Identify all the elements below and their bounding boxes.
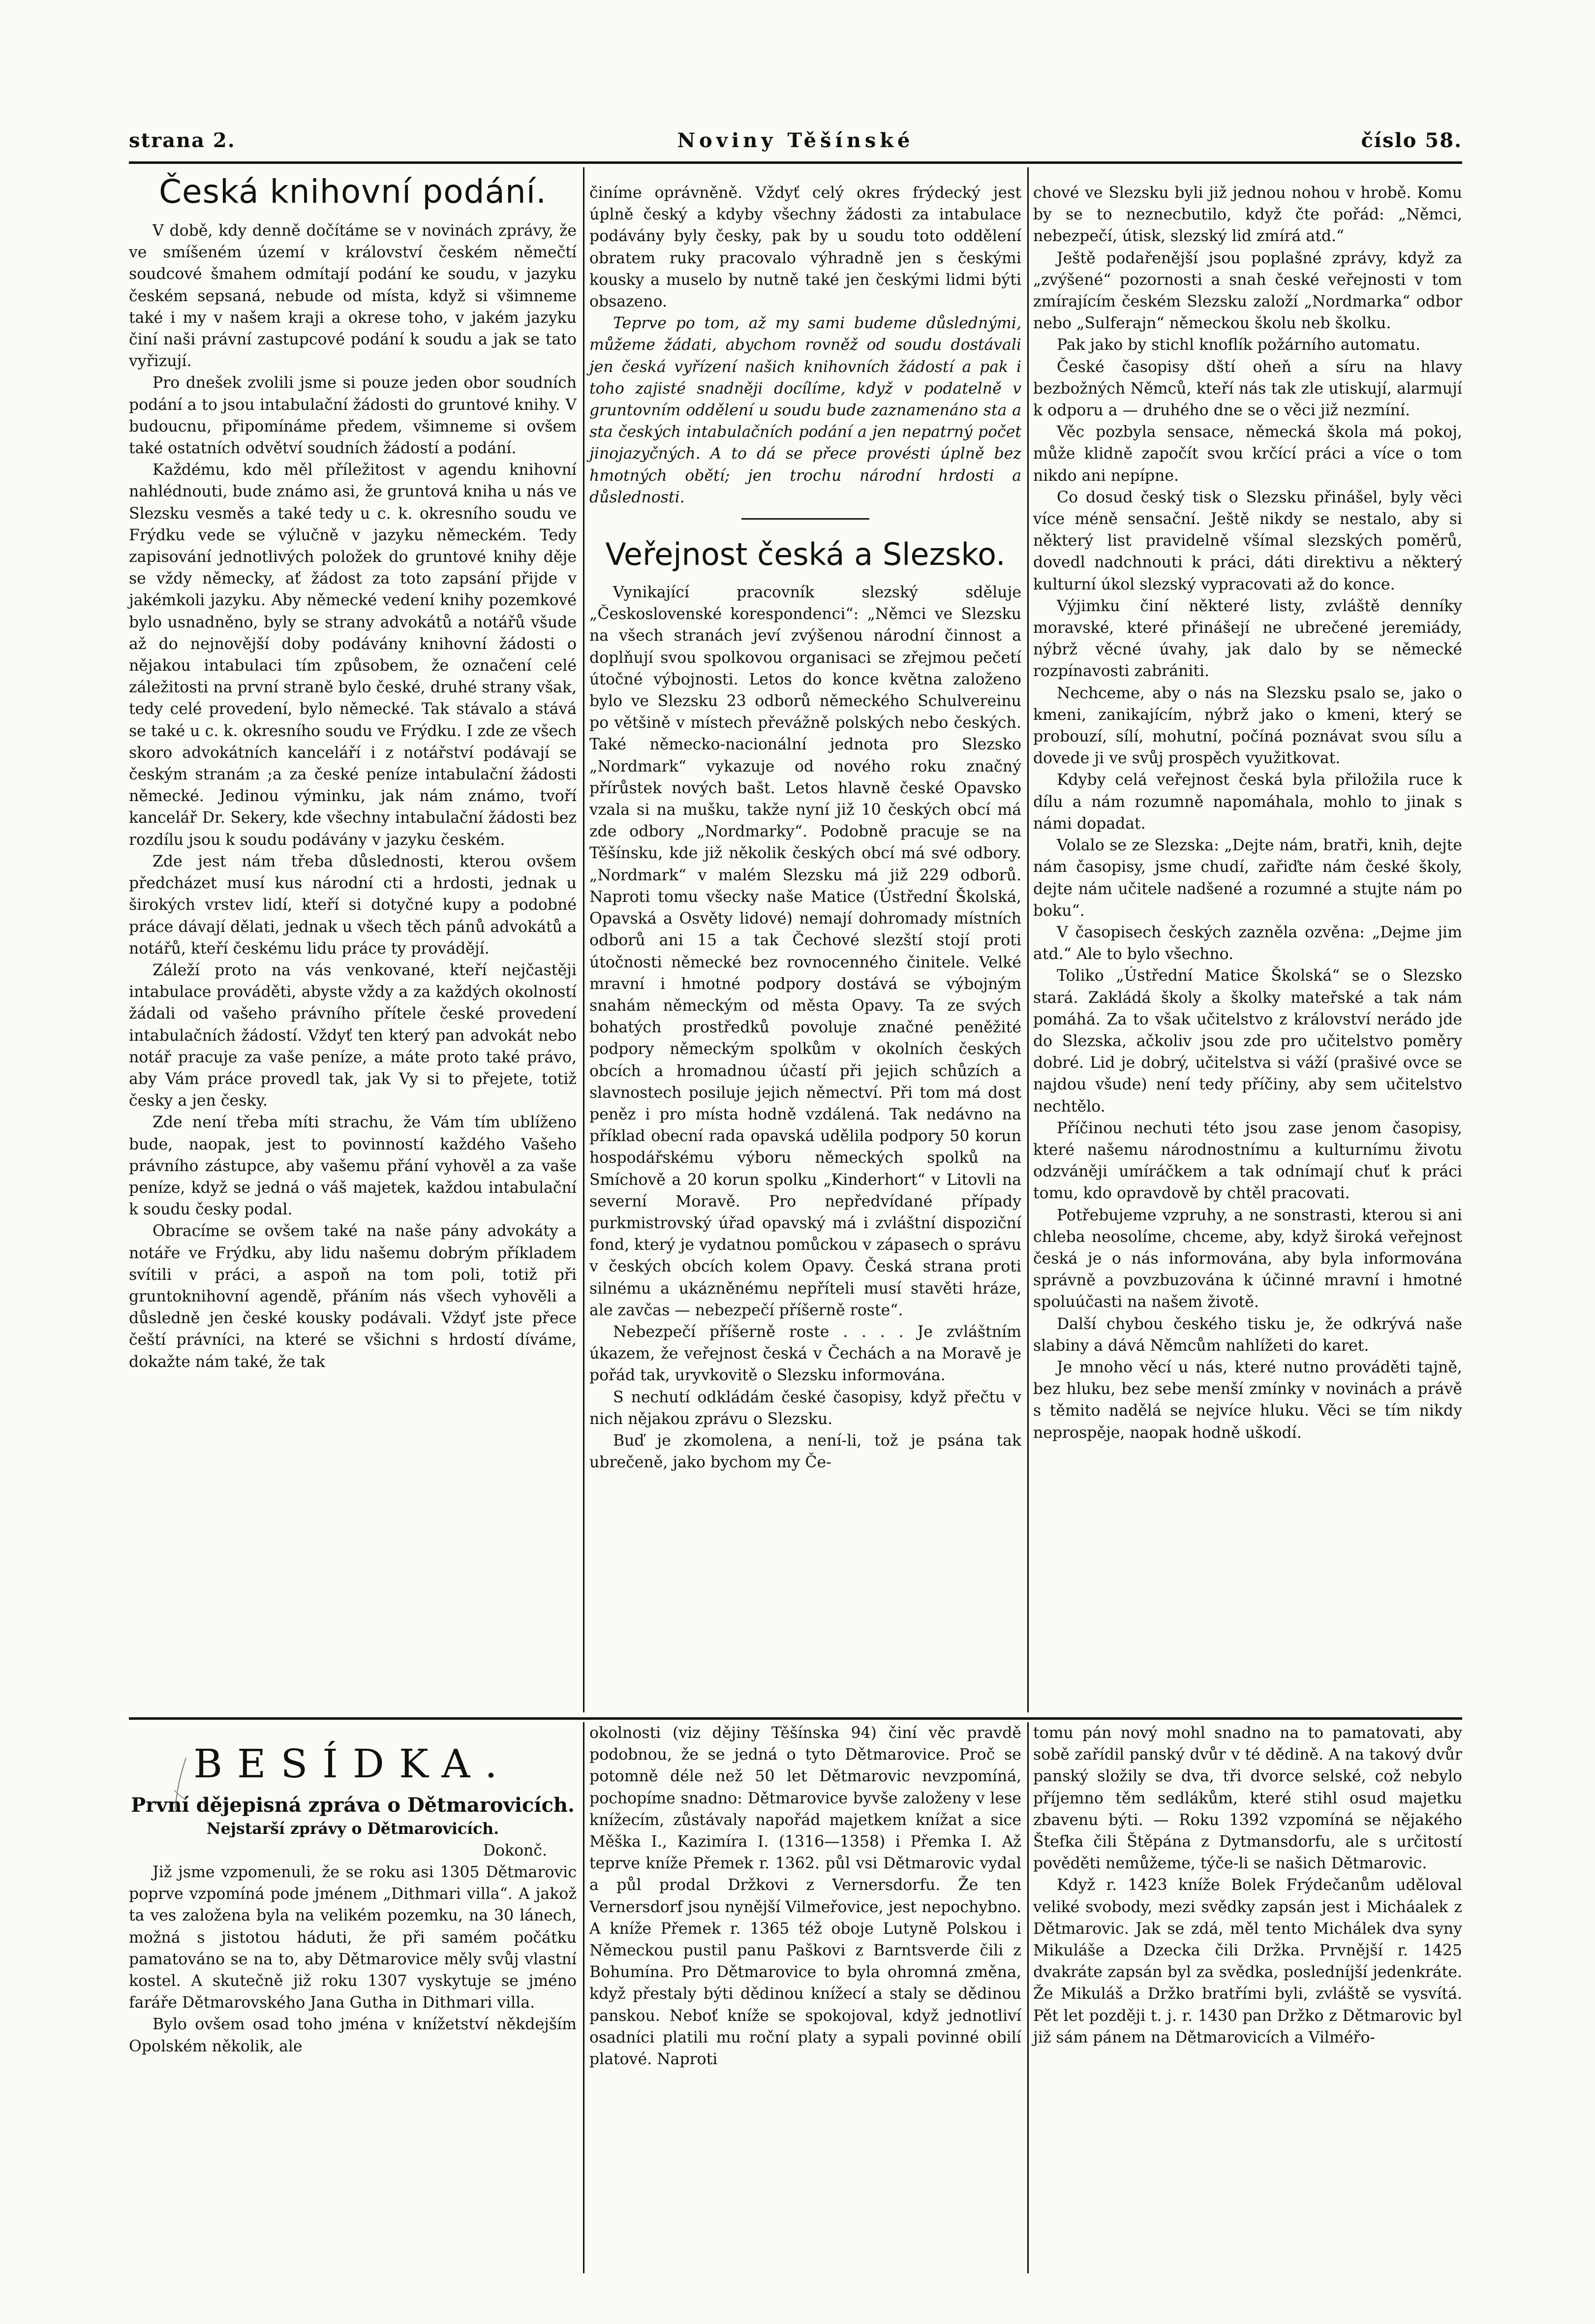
paragraph: V časopisech českých zazněla ozvěna: „Dejme jim atd.“ Ale to bylo všechno. — [1033, 923, 1462, 963]
paragraph: Bylo ovšem osad toho jména v knížetství někdejším Opolském několik, ale — [129, 2015, 577, 2055]
paragraph: Výjimku činí některé listy, zvláště denníky moravské, které přinášejí ne ubrečené jeremiády, nýbrž věcné úvahy, jak dalo by se německé rozpínavosti zabrániti. — [1033, 597, 1462, 681]
page-header — [129, 129, 1462, 158]
paragraph: Obracíme se ovšem také na naše pány advokáty a notáře ve Frýdku, aby lidu našemu dobrým příkladem svítili v práci, a aspoň na tom poli, totiž při gruntoknihovní agendě, přáním nás všech vyhověli a důsledně jen české kousky podávali. Vždyť jste přece čeští právníci, na které se všichni s hrdostí díváme, dokažte nám také, že tak — [129, 1222, 577, 1371]
paragraph: tomu pán nový mohl snadno na to pamatovati, aby sobě zařídil panský dvůr v té dědině. A na takový dvůr panský složily se dva, tři dvorce selské, což nebylo příjemno těm sedlákům, které stihl osud majetku zbavenu býti. — Roku 1392 vzpomíná se nějakého Štefka čili Štěpána z Dytmansdorfu, ale s určitostí pověděti nemůžeme, týče-li se našich Dětmarovic. — [1033, 1724, 1462, 1873]
paragraph: Je mnoho věcí u nás, které nutno prováděti tajně, bez hluku, bez sebe menší zmínky v novinách a právě s těmito nadělá se nejvíce hluku. Věci se tím nikdy neprospěje, naopak hodně uškodí. — [1033, 1358, 1462, 1442]
paragraph: Buď je zkomolena, a není-li, tož je psána tak ubrečeně, jako bychom my Če- — [589, 1431, 1021, 1472]
paragraph: Další chybou českého tisku je, že odkrývá naše slabiny a dává Němcům nahlížeti do karet. — [1033, 1315, 1462, 1355]
paragraph: Zde jest nám třeba důslednosti, kterou ovšem předcházet musí kus národní cti a hrdosti, jednak u širokých vrstev lidí, kteří si dotyčné kupy a podobné práce dávají dělati, jednak u všech těch pánů advokátů a notářů, kteří českému lidu práce ty provádějí. — [129, 852, 577, 958]
column-1-upper — [129, 170, 577, 1373]
paragraph: České časopisy dští oheň a síru na hlavy bezbožných Němců, kteří nás tak zle utiskují, alarmují k odporu a — druhého dne se o věci již nezmíní. — [1033, 358, 1462, 420]
newspaper-name: Noviny Těšínské — [677, 129, 914, 152]
page-number: strana 2. — [129, 129, 236, 152]
paragraph: Záleží proto na vás venkované, kteří nejčastěji intabulace prováděti, abyste vždy a za každých okolností žádali od vašeho právního přítele české provedení intabulačních žádostí. Vždyť ten který pan advokát nebo notář pracuje za vaše peníze, a máte proto také právo, aby Vám práce provedl tak, jak Vy si to přejete, totiž česky a jen česky. — [129, 961, 577, 1110]
besidka-subtitle: Nejstarší zprávy o Dětmarovicích. — [206, 1820, 499, 1838]
column-rule — [1027, 1722, 1029, 2273]
column-rule — [1027, 167, 1029, 1712]
paragraph: Ještě podařenější jsou poplašné zprávy, když za „zvýšené“ pozornosti a snah české veřejnosti v tom zmírajícím českém Slezsku založí „Nordmarka“ odbor nebo „Sulferajn“ německou školu neb školku. — [1033, 249, 1462, 333]
paragraph: Věc pozbyla sensace, německá škola má pokoj, může klidně započít svou krčící práci a více o tom nikdo ani nepípne. — [1033, 423, 1462, 485]
column-rule — [583, 1722, 584, 2273]
paragraph: Nechceme, aby o nás na Slezsku psalo se, jako o kmeni, zanikajícím, nýbrž jako o kmeni, který se probouzí, sílí, mohutní, počíná poznávat svou sílu a dovede ji ve svůj prospěch využitkovat. — [1033, 684, 1462, 768]
paragraph: Pro dnešek zvolili jsme si pouze jeden obor soudních podání a to jsou intabulační žádosti do gruntové knihy. V budoucnu, připomínáme předem, všimneme si ovšem také ostatních odvětví soudních žádostí a podání. — [129, 374, 577, 458]
paragraph: Vynikající pracovník slezský sděluje „Československé korespondenci“: „Němci ve Slezsku na všech stranách jeví zvýšenou národní činnost a doplňují svou spolkovou organisaci se zřejmou pečetí útočné výbojnosti. Letos do konce května založeno bylo ve Slezsku 23 odborů německého Schulvereinu po většině v místech převážně polských nebo českých. Také německo-nacionální jednota pro Slezsko „Nordmark“ vykazuje od nového roku značný přírůstek nových bašt. Letos hlavně české Opavsko vzala si na mušku, takže nyní již 10 českých obcí má zde odbory „Nordmarky“. Podobně pracuje se na Těšínsku, kde již několik českých obcí má své odbory. „Nordmark“ v malém Slezsku má již 229 odborů. Naproti tomu všecky naše Matice (Ústřední Školská, Opavská a Osvěty lidové) nemají dohromady místních odborů ani 15 a tak Čechové slezští stojí proti útočnosti německé bez rovnocenného činitele. Velké mravní i hmotné podpory dostává se výbojným snahám německým od města Opavy. Ta ze svých bohatých prostředků povoluje značné peněžité podpory německým spolkům v okolních českých obcích a hromadnou účastí při jejich schůzích a slavnostech posiluje jejich němectví. Při tom má dost peněz i pro místa hodně vzdálená. Tak nedávno na příklad obecní rada opavská udělila podpory 50 korun hospodářskému výboru německých spolků na Smíchově a 20 korun spolku „Kinderhort“ v Litovli na severní Moravě. Pro nepředvídané případy purkmistrovský úřad opavský má i zvláštní dispoziční fond, který je vydatnou pomůckou v zápasech o správu v českých obcích kolem Opavy. Česká strana proti silnému a ukázněnému nepříteli musí stavěti hráze, ale zavčas — nebezpečí příšerně roste“. — [589, 584, 1021, 1319]
paragraph: V době, kdy denně dočítáme se v novinách zprávy, že ve smíšeném území v království českém němečtí soudcové šmahem odmítají podání ke soudu, v jazyku českém sepsaná, nebude od místa, když si všimneme také i my v našem kraji a okrese toho, v jakém jazyku činí naši právní zastupcové podání k soudu a jak se tato vyřizují. — [129, 222, 577, 371]
paragraph: chové ve Slezsku byli již jednou nohou v hrobě. Komu by se to nezneсbutilo, když čte pořád: „Němci, nebezpečí, útisk, slezský lid zmírá atd.“ — [1033, 184, 1462, 246]
paragraph: Potřebujeme vzpruhy, a ne sonstrasti, kterou si ani chleba neosolíme, chceme, aby, když široká veřejnost česká je o nás informována, aby byla informována správně a povzbuzována k účinné mravní i hmotné spoluúčasti na našem životě. — [1033, 1206, 1462, 1311]
paragraph: Pak jako by stichl knoflík požárního automatu. — [1057, 336, 1421, 354]
column-rule — [583, 167, 584, 1712]
paragraph: Volalo se ze Slezska: „Dejte nám, bratři, knih, dejte nám časopisy, jsme chudí, zařiďte nám české školy, dejte nám učitele nadšené a rozumné a stujte nám po boku“. — [1033, 837, 1462, 920]
article-title: Veřejnost česká a Slezsko. — [605, 536, 1006, 573]
paragraph: Když r. 1423 kníže Bolek Frýdečanům uděloval veliké svobody, mezi svědky zapsán jest i Micháalek z Dětmarovic. Jak se zdá, měl tento Michálek dva syny Mikuláše a Dzecka čili Držka. Prvnější r. 1425 dvakráte zapsán byl za svědka, posledníjší jedenkráte. Že Mikuláš a Držko bratřími byli, zvláště se vysvítá. Pět let později t. j. r. 1430 pan Držko z Dětmarovic byl již sám pánem na Dětmarovicích a Vilméřo- — [1033, 1876, 1462, 2046]
paragraph: Co dosud český tisk o Slezsku přinášel, byly věci více méně sensační. Ještě nikdy se nestalo, aby si některý list pravidelně všímal slezských poměrů, dovedl nadchnouti k práci, dáti direktivu a některý kulturní úkol slezský vypracovati až do konce. — [1033, 488, 1462, 593]
besidka-title: První dějepisná zpráva o Dětmarovicích. — [131, 1794, 575, 1817]
paragraph: činíme oprávněně. Vždyť celý okres frýdecký jest úplně český a kdyby všechny žádosti za intabulace podávány byly česky, pak by u soudu toto oddělení obratem ruky pracovalo výhradně jen s českými kousky a muselo by nutně také jen českými lidmi býti obsazeno. — [589, 184, 1021, 311]
besidka-column-1 — [129, 1725, 577, 2057]
paragraph: S nechutí odkládám české časopisy, když přečtu v nich nějakou zprávu o Slezsku. — [589, 1388, 1021, 1428]
besidka-column-2 — [589, 1722, 1021, 2070]
continued-note: Dokonč. — [483, 1842, 547, 1859]
paragraph-italic: Teprve po tom, až my sami budeme důslednými, můžeme žádati, abychom rovněž od soudu dostávali jen česká vyřízení našich knihovních žádostí a pak i toho zajisté snadněji docílíme, když v podatelně v gruntovním oddělení u soudu bude zaznamenáno sta a sta českých intabulačních podání a jen nepatrný počet jinojazyčných. A to dá se přece provésti úplně bez hmotných obětí; jen trochu národní hrdosti a důslednosti. — [589, 314, 1021, 506]
paragraph: Toliko „Ústřední Matice Školská“ se o Slezsko stará. Zakládá školy a školky mateřské a tak nám pomáhá. Za to však učitelstvo z království nerádo jde do Slezska, ačkoliv jsou zde pro učitelstvo poměry dobré. Lid je dobrý, učitelstva si váží (prašivé ovce se najdou všude) není tedy příčiny, aby sem učitelstvo nechtělo. — [1033, 967, 1462, 1116]
pencil-mark-icon — [171, 1756, 193, 1815]
paragraph: Již jsme vzpomenuli, že se roku asi 1305 Dětmarovic poprve vzpomíná pode jménem „Dithmari villa“. A jakož ta ves založena byla na velikém pozemku, na 30 lánech, možná s jistotou háduti, že při samém počátku pamatováno se na to, aby Dětmarovice měly svůj vlastní kostel. A skutečně již roku 1307 vyskytuje se jméno faráře Dětmarovského Jana Gutha in Dithmari villa. — [129, 1863, 577, 2012]
article-title: Česká knihovní podání. — [158, 173, 547, 211]
besidka-column-3 — [1033, 1722, 1462, 2048]
paragraph: Zde není třeba míti strachu, že Vám tím ublíženo bude, naopak, jest to povinností každého Vašeho právního zástupce, aby vašemu přání vyhověl a za vaše peníze, když se jedná o váš majetek, každou intabulační k soudu česky podal. — [129, 1114, 577, 1219]
besidka-heading: BESÍDKA. — [193, 1741, 512, 1787]
feuilleton-rule — [129, 1717, 1462, 1720]
paragraph: Kdyby celá veřejnost česká byla přiložila ruce k dílu a nám rozumně napomáhala, mohlo to jinak s námi dopadat. — [1033, 771, 1462, 833]
section-divider — [741, 518, 869, 520]
column-2-upper — [589, 182, 1021, 1473]
paragraph: Příčinou nechuti této jsou zase jenom časopisy, které našemu národnostnímu a kulturnímu životu odzváněji umíráčkem a tak odnímají chuť k práci tomu, kdo opravdově by chtěl pracovati. — [1033, 1119, 1462, 1203]
paragraph: okolnosti (viz dějiny Těšínska 94) činí věc pravdě podobnou, že se jedná o tyto Dětmarovice. Proč se potomně déle než 50 let Dětmarovic nevzpomíná, pochopíme snadno: Dětmarovice byvše založeny v lese knížecím, zůstávaly napořád majetkem knížat a sice Měška I., Kazimíra I. (1316—1358) i Přemka I. Až teprve kníže Přemek r. 1362. půl vsi Dětmarovic vydal a půl prodal Držkovi z Vernersdorfu. Že ten Vernersdorf jsou nynější Vilmeřovice, jest nepochybno. A kníže Přemek r. 1365 též oboje Lutyně Polskou i Německou pustil panu Paškovi z Barntsverde čili z Bohumína. Pro Dětmarovice to byla ohromná změna, když přestaly býti dědinou knížecí a staly se dědinou panskou. Neboť kníže se spokojoval, když jednotliví osadníci platili mu roční platy a sypali povinné obilí platové. Naproti — [589, 1724, 1021, 2069]
column-3-upper — [1033, 182, 1462, 1444]
issue-number: číslo 58. — [1361, 129, 1462, 152]
paragraph: Nebezpečí příšerně roste . . . . Je zvláštním úkazem, že veřejnost česká v Čechách a na Moravě je pořád tak, uryvkovitě o Slezsku informována. — [589, 1323, 1021, 1385]
paragraph: Každému, kdo měl příležitost v agendu knihovní nahlédnouti, bude známo asi, že gruntová kniha u nás ve Slezsku vesměs a také tedy u c. k. okresního soudu ve Frýdku vede se výlučně v jazyku německém. Tedy zapisování jednotlivých položek do gruntové knihy děje se vždy německy, ať žádost za toto zapsání přijde v jakémkoli jazyku. Aby německé vedení knihy pozemkové bylo usnadněno, byly se strany advokátů a notářů všude až do nejnovější doby podávány knihovní žádosti o nějakou intabulaci tím způsobem, že označení celé záležitosti na první straně bylo české, druhé strany však, tedy celé provedení, bylo německé. Tak stávalo a stává se také u c. k. okresního soudu ve Frýdku. I zde ze všech skoro advokátních kanceláří i z notářství podávají se českým stranám ;a za české peníze intabulační žádosti německé. Jedinou výminku, jak nám známo, tvoří kancelář Dr. Sekery, kde všechny intabulační žádosti bez rozdílu jsou k soudu podávány v jazyku českém. — [129, 461, 577, 849]
header-rule — [129, 161, 1462, 164]
